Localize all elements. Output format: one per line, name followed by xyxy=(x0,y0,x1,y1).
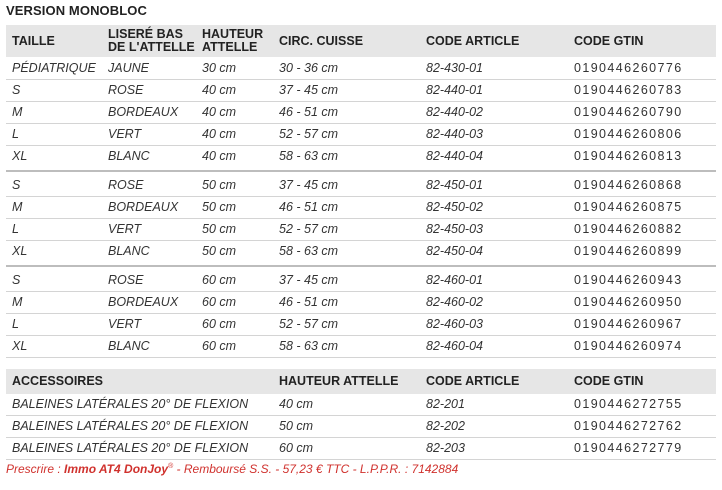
cell-hauteur: 60 cm xyxy=(202,295,237,309)
cell-gtin: 0190446260974 xyxy=(574,339,683,353)
cell-taille: XL xyxy=(12,244,28,258)
cell-hauteur: 40 cm xyxy=(202,83,237,97)
cell-gtin: 0190446260813 xyxy=(574,149,683,163)
cell-taille: PÉDIATRIQUE xyxy=(12,61,96,75)
cell-taille: M xyxy=(12,200,23,214)
cell-code: 82-440-03 xyxy=(426,127,483,141)
cell-lisere: VERT xyxy=(108,317,142,331)
cell-code: 82-450-04 xyxy=(426,244,483,258)
row-divider xyxy=(6,123,716,124)
cell-circ: 46 - 51 cm xyxy=(279,295,339,309)
section-title: VERSION MONOBLOC xyxy=(6,3,147,18)
cell-gtin: 0190446260882 xyxy=(574,222,683,236)
cell-circ: 52 - 57 cm xyxy=(279,222,339,236)
row-divider xyxy=(6,313,716,314)
row-divider xyxy=(6,101,716,102)
row-divider xyxy=(6,291,716,292)
row-divider xyxy=(6,415,716,416)
cell-circ: 37 - 45 cm xyxy=(279,83,339,97)
cell-gtin: 0190446260875 xyxy=(574,200,683,214)
acc-header-code: CODE ARTICLE xyxy=(426,374,520,388)
cell-gtin: 0190446260776 xyxy=(574,61,683,75)
cell-circ: 58 - 63 cm xyxy=(279,149,339,163)
cell-hauteur: 50 cm xyxy=(202,178,237,192)
acc-header-gtin: CODE GTIN xyxy=(574,374,644,388)
cell-gtin: 0190446260806 xyxy=(574,127,683,141)
cell-lisere: VERT xyxy=(108,127,142,141)
cell-taille: L xyxy=(12,222,19,236)
cell-code: 82-450-01 xyxy=(426,178,483,192)
cell-gtin: 0190446272755 xyxy=(574,397,683,411)
cell-code: 82-450-02 xyxy=(426,200,483,214)
cell-lisere: BORDEAUX xyxy=(108,295,179,309)
cell-lisere: BLANC xyxy=(108,339,150,353)
cell-code: 82-440-01 xyxy=(426,83,483,97)
cell-hauteur: 60 cm xyxy=(279,441,314,455)
cell-lisere: BLANC xyxy=(108,244,150,258)
header-code: CODE ARTICLE xyxy=(426,34,520,48)
cell-hauteur: 50 cm xyxy=(202,244,237,258)
cell-hauteur: 40 cm xyxy=(202,127,237,141)
cell-code: 82-460-03 xyxy=(426,317,483,331)
row-divider xyxy=(6,437,716,438)
cell-hauteur: 40 cm xyxy=(279,397,314,411)
row-divider xyxy=(6,145,716,146)
cell-taille: M xyxy=(12,105,23,119)
cell-gtin: 0190446260790 xyxy=(574,105,683,119)
row-divider xyxy=(6,335,716,336)
acc-header-name: ACCESSOIRES xyxy=(12,374,103,388)
cell-circ: 52 - 57 cm xyxy=(279,127,339,141)
header-hauteur xyxy=(202,28,263,54)
cell-taille: S xyxy=(12,83,21,97)
cell-taille: L xyxy=(12,127,19,141)
cell-taille: M xyxy=(12,295,23,309)
cell-circ: 46 - 51 cm xyxy=(279,105,339,119)
group-divider xyxy=(6,265,716,267)
cell-lisere: VERT xyxy=(108,222,142,236)
cell-circ: 46 - 51 cm xyxy=(279,200,339,214)
cell-circ: 58 - 63 cm xyxy=(279,244,339,258)
header-taille: TAILLE xyxy=(12,34,55,48)
header-lisere-line2: DE L'ATTELLE xyxy=(108,40,195,54)
prescription-footer xyxy=(6,462,458,476)
footer-prefix: Prescrire : xyxy=(6,462,65,476)
cell-lisere: BLANC xyxy=(108,149,150,163)
cell-circ: 58 - 63 cm xyxy=(279,339,339,353)
cell-lisere: ROSE xyxy=(108,273,144,287)
cell-code: 82-460-01 xyxy=(426,273,483,287)
group-divider xyxy=(6,170,716,172)
cell-taille: L xyxy=(12,317,19,331)
row-divider xyxy=(6,218,716,219)
cell-taille: XL xyxy=(12,339,28,353)
cell-circ: 37 - 45 cm xyxy=(279,273,339,287)
cell-code: 82-203 xyxy=(426,441,465,455)
cell-gtin: 0190446260783 xyxy=(574,83,683,97)
cell-gtin: 0190446260899 xyxy=(574,244,683,258)
cell-code: 82-450-03 xyxy=(426,222,483,236)
cell-gtin: 0190446272779 xyxy=(574,441,683,455)
cell-code: 82-430-01 xyxy=(426,61,483,75)
cell-hauteur: 40 cm xyxy=(202,105,237,119)
row-divider xyxy=(6,240,716,241)
header-circ: CIRC. CUISSE xyxy=(279,34,364,48)
footer-registered-mark: ® xyxy=(168,463,174,470)
cell-accessory: BALEINES LATÉRALES 20° DE FLEXION xyxy=(12,441,249,455)
cell-gtin: 0190446260967 xyxy=(574,317,683,331)
cell-circ: 30 - 36 cm xyxy=(279,61,339,75)
cell-hauteur: 30 cm xyxy=(202,61,237,75)
cell-lisere: ROSE xyxy=(108,178,144,192)
row-divider xyxy=(6,459,716,460)
header-hauteur-line2: ATTELLE xyxy=(202,40,258,54)
cell-accessory: BALEINES LATÉRALES 20° DE FLEXION xyxy=(12,419,249,433)
main-table-header xyxy=(6,25,716,57)
cell-hauteur: 60 cm xyxy=(202,339,237,353)
row-divider xyxy=(6,79,716,80)
cell-hauteur: 40 cm xyxy=(202,149,237,163)
cell-lisere: ROSE xyxy=(108,83,144,97)
cell-circ: 37 - 45 cm xyxy=(279,178,339,192)
cell-code: 82-440-04 xyxy=(426,149,483,163)
cell-accessory: BALEINES LATÉRALES 20° DE FLEXION xyxy=(12,397,249,411)
acc-header-hauteur: HAUTEUR ATTELLE xyxy=(279,374,399,388)
cell-circ: 52 - 57 cm xyxy=(279,317,339,331)
footer-suffix: - Remboursé S.S. - 57,23 € TTC - L.P.P.R. : 7142884 xyxy=(173,462,459,476)
cell-taille: S xyxy=(12,273,21,287)
header-lisere-line1: LISERÉ BAS xyxy=(108,27,184,41)
cell-hauteur: 50 cm xyxy=(202,222,237,236)
cell-hauteur: 60 cm xyxy=(202,273,237,287)
cell-hauteur: 50 cm xyxy=(202,200,237,214)
cell-code: 82-460-04 xyxy=(426,339,483,353)
row-divider xyxy=(6,357,716,358)
cell-lisere: BORDEAUX xyxy=(108,200,179,214)
header-hauteur-line1: HAUTEUR xyxy=(202,27,264,41)
cell-gtin: 0190446272762 xyxy=(574,419,683,433)
acc-table-header xyxy=(6,369,716,394)
footer-brand: Immo AT4 DonJoy xyxy=(64,462,169,476)
cell-gtin: 0190446260950 xyxy=(574,295,683,309)
cell-hauteur: 60 cm xyxy=(202,317,237,331)
cell-code: 82-202 xyxy=(426,419,465,433)
cell-lisere: BORDEAUX xyxy=(108,105,179,119)
cell-taille: S xyxy=(12,178,21,192)
cell-code: 82-440-02 xyxy=(426,105,483,119)
cell-gtin: 0190446260943 xyxy=(574,273,683,287)
header-gtin: CODE GTIN xyxy=(574,34,644,48)
cell-lisere: JAUNE xyxy=(108,61,149,75)
header-lisere xyxy=(108,28,195,54)
cell-code: 82-201 xyxy=(426,397,465,411)
cell-hauteur: 50 cm xyxy=(279,419,314,433)
cell-taille: XL xyxy=(12,149,28,163)
row-divider xyxy=(6,196,716,197)
cell-gtin: 0190446260868 xyxy=(574,178,683,192)
cell-code: 82-460-02 xyxy=(426,295,483,309)
